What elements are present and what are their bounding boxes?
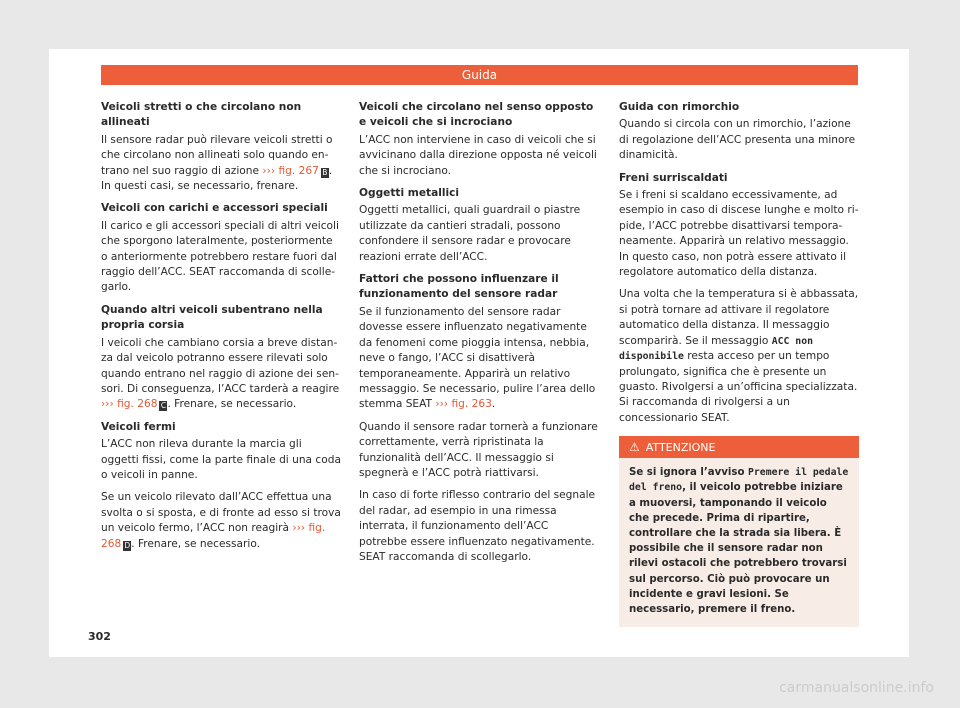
heading-radar-factors: Fattori che possono influenzare il funzionamento del sensore radar: [359, 273, 559, 301]
heading-hot-brakes: Freni surriscaldati: [619, 171, 728, 184]
paragraph: Se un veicolo rilevato dall’ACC effettua una svolta o si sposta, e di fronte ad esso si trova un veicolo fermo, l’ACC non reagirà ››› fig. 268 D. Frenare, se necessario.: [101, 491, 341, 550]
paragraph: Il carico e gli accessori speciali di altri veicoli che sporgono lateralmente, posteriormente o anteriormente potrebbero restare fuori dal raggio dell’ACC. SEAT raccomanda di scollegarlo.: [101, 219, 339, 294]
paragraph: Se i freni si scaldano eccessivamente, ad esempio in caso di discese lunghe e molto ripide, l’ACC potrebbe disattivarsi temporaneamente. Apparirà un relativo messaggio. In questo caso, non potrà essere attivato il regolatore automatico della distanza.: [619, 189, 859, 279]
section-header: Guida: [101, 65, 858, 85]
warning-box: [619, 436, 859, 627]
paragraph: Se il funzionamento del sensore radar dovesse essere influenzato negativamente da fenomeni come pioggia intensa, nebbia, neve o fango, l’ACC si disattiverà temporaneamente. Apparirà un relativo messaggio. Se necessario, pulire l’area dello stemma SEAT ››› fig. 263.: [359, 305, 596, 411]
column-3: [619, 100, 859, 627]
paragraph: I veicoli che cambiano corsia a breve distanza dal veicolo potranno essere rilevati solo quando entrano nel raggio di azione dei sensori. Di conseguenza, l’ACC tarderà a reagire ››› fig. 268 C. Frenare, se necessario.: [101, 336, 340, 411]
warning-text: Se si ignora l’avviso Premere il pedale del freno, il veicolo potrebbe iniziare a muoversi, tamponando il veicolo che precede. Prima di ripartire, controllare che la strada sia libera. È possibile che il sensore radar non rilevi ostacoli che potrebbero trovarsi sul percorso. Ciò può provocare un incidente e gravi lesioni. Se necessario, premere il freno.: [629, 467, 849, 615]
display-message: ACC non disponibile: [619, 335, 814, 363]
paragraph: In caso di forte riflesso contrario del segnale del radar, ad esempio in una rimessa interrata, il funzionamento dell’ACC potrebbe essere influenzato negativamente. SEAT raccomanda di scollegarlo.: [359, 489, 596, 563]
fig-marker: D: [124, 540, 131, 550]
warning-title: ATTENZIONE: [645, 441, 716, 455]
fig-marker: B: [322, 167, 328, 177]
fig-marker: C: [160, 401, 167, 411]
fig-link[interactable]: ››› fig. 268: [101, 398, 158, 411]
paragraph: Quando il sensore radar tornerà a funzionare correttamente, verrà ripristinata la funzionalità dell’ACC. Il messaggio si spegnerà e l’ACC potrà riattivarsi.: [359, 420, 598, 479]
warning-triangle-icon: ⚠: [629, 440, 640, 455]
heading-trailer: Guida con rimorchio: [619, 101, 740, 113]
heading-narrow-vehicles: Veicoli stretti o che circolano non allineati: [101, 101, 302, 129]
column-1: [101, 100, 341, 559]
display-message: Premere il pedale del freno: [629, 467, 849, 494]
heading-metal-objects: Oggetti metallici: [359, 187, 460, 200]
fig-link[interactable]: ››› fig. 263: [435, 398, 492, 411]
paragraph: L’ACC non rileva durante la marcia gli oggetti fissi, come la parte finale di una coda o veicoli in panne.: [101, 438, 341, 481]
paragraph: Il sensore radar può rilevare veicoli stretti o che circolano non allineati solo quando entrano nel suo raggio di azione ››› fig. 267 B. In questi casi, se necessario, frenare.: [101, 133, 333, 193]
site-watermark: carmanualsonline.info: [779, 680, 934, 696]
paragraph: Una volta che la temperatura si è abbassata, si potrà tornare ad attivare il regolatore automatico della distanza. Il messaggio scomparirà. Se il messaggio ACC non disponibile resta acceso per un tempo prolungato, significa che è presente un guasto. Rivolgersi a un’officina specializzata. Si raccomanda di rivolgersi a un concessionario SEAT.: [619, 288, 859, 424]
column-2: [359, 100, 599, 572]
paragraph: L’ACC non interviene in caso di veicoli che si avvicinano dalla direzione opposta né veicoli che si incrociano.: [359, 133, 597, 177]
fig-link[interactable]: ››› fig. 267: [262, 164, 319, 177]
paragraph: Oggetti metallici, quali guardrail o piastre utilizzate da cantieri stradali, possono confondere il sensore radar e provocare reazioni errate dell’ACC.: [359, 204, 581, 263]
page-number: 302: [88, 630, 111, 643]
warning-header: [619, 436, 859, 458]
heading-special-loads: Veicoli con carichi e accessori speciali: [101, 202, 328, 215]
heading-oncoming-vehicles: Veicoli che circolano nel senso opposto e veicoli che si incrociano: [359, 101, 594, 129]
paragraph: Quando si circola con un rimorchio, l’azione di regolazione dell’ACC presenta una minore dinamicità.: [619, 118, 856, 162]
heading-stationary-vehicles: Veicoli fermi: [101, 420, 176, 433]
fig-link[interactable]: ››› fig. 268: [101, 522, 326, 550]
heading-lane-change: Quando altri veicoli subentrano nella propria corsia: [101, 303, 323, 332]
